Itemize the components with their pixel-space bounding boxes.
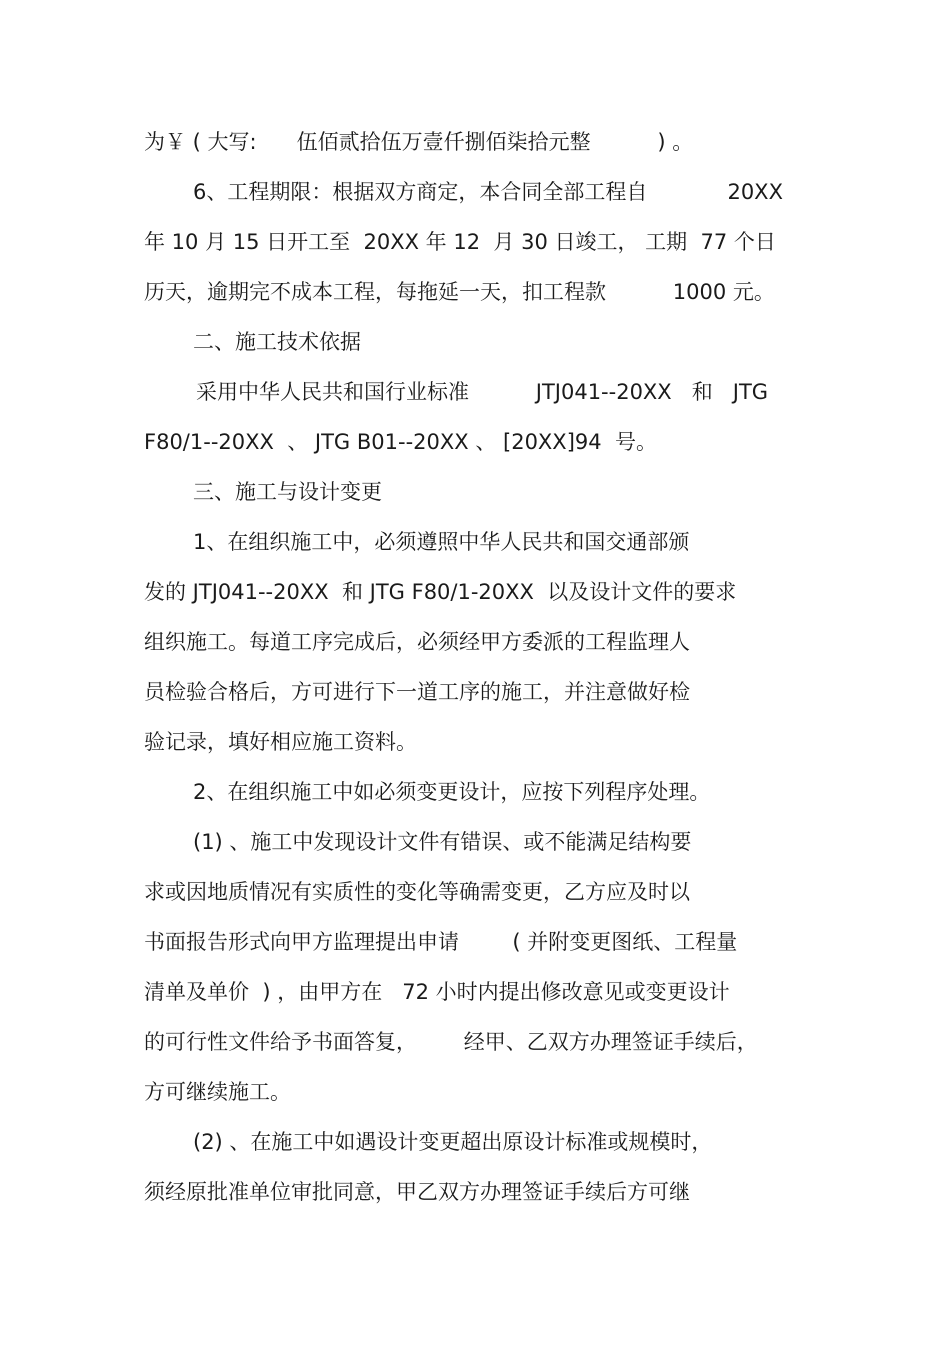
text-line-13: 验记录，填好相应施工资料。 [144, 730, 417, 754]
section-heading-2: 二、施工技术依据 [193, 330, 361, 354]
text-line-16: 求或因地质情况有实质性的变化等确需变更，乙方应及时以 [144, 880, 690, 904]
text-line-20: 方可继续施工。 [144, 1080, 291, 1104]
text-line-14: 2、在组织施工中如必须变更设计，应按下列程序处理。 [193, 780, 711, 804]
text-line-9: 1、在组织施工中，必须遵照中华人民共和国交通部颁 [193, 530, 690, 554]
text-line-12: 员检验合格后，方可进行下一道工序的施工，并注意做好检 [144, 680, 690, 704]
text-line-4: 历天，逾期完不成本工程，每拖延一天，扣工程款 1000 元。 [144, 280, 775, 304]
text-line-11: 组织施工。每道工序完成后，必须经甲方委派的工程监理人 [144, 630, 690, 654]
text-line-17: 书面报告形式向甲方监理提出申请 ( 并附变更图纸、工程量 [144, 930, 738, 954]
text-line-6: 采用中华人民共和国行业标准 JTJ041--20XX 和 JTG [196, 380, 769, 404]
text-line-19: 的可行性文件给予书面答复， 经甲、乙双方办理签证手续后， [144, 1030, 758, 1054]
text-line-7: F80/1--20XX 、 JTG B01--20XX 、 [20XX]94 号。 [144, 430, 657, 454]
text-line-22: 须经原批准单位审批同意，甲乙双方办理签证手续后方可继 [144, 1180, 690, 1204]
text-line-15: (1) 、施工中发现设计文件有错误、或不能满足结构要 [193, 830, 692, 854]
text-line-18: 清单及单价 ) ，由甲方在 72 小时内提出修改意见或变更设计 [144, 980, 730, 1004]
text-line-10: 发的 JTJ041--20XX 和 JTG F80/1-20XX 以及设计文件的要求 [144, 580, 737, 604]
section-heading-3: 三、施工与设计变更 [193, 480, 382, 504]
text-line-2: 6、工程期限：根据双方商定，本合同全部工程自 20XX [193, 180, 783, 204]
text-line-3: 年 10 月 15 日开工至 20XX 年 12 月 30 日竣工， 工期 77 个日 [144, 230, 776, 254]
text-line-21: (2) 、在施工中如遇设计变更超出原设计标准或规模时， [193, 1130, 713, 1154]
text-line-1: 为￥ ( 大写: 伍佰贰拾伍万壹仟捌佰柒拾元整 ) 。 [144, 130, 694, 154]
